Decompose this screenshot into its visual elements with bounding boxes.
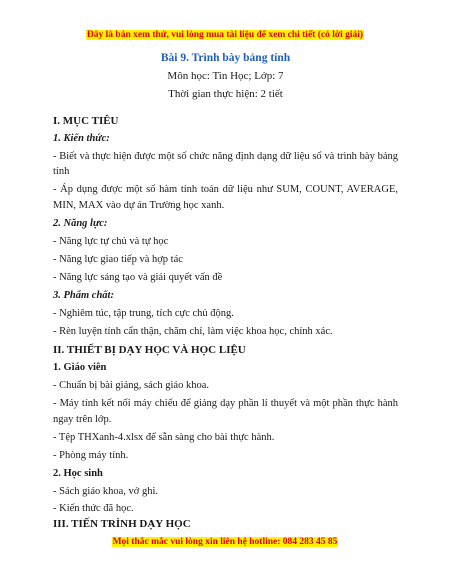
hotline-banner (0, 531, 450, 549)
section-heading-objectives: I. MỤC TIÊU (53, 115, 119, 127)
qualities-item-1: - Nghiêm túc, tập trung, tích cực chủ động. (53, 308, 234, 319)
subheading-knowledge: 1. Kiến thức: (53, 133, 110, 144)
subheading-student: 2. Học sinh (53, 468, 103, 479)
knowledge-item-1: - Biết và thực hiện được một số chức năng định dạng dữ liệu số và trình bày bảng (53, 151, 398, 162)
qualities-item-2: - Rèn luyện tính cẩn thận, chăm chỉ, làm việc khoa học, chính xác. (53, 326, 333, 337)
teacher-item-1: - Chuẩn bị bài giảng, sách giáo khoa. (53, 380, 210, 391)
knowledge-item-1-cont: tính (53, 166, 70, 177)
competence-item-1: - Năng lực tự chủ và tự học (53, 236, 169, 247)
knowledge-item-2: - Áp dụng được một số hàm tính toán dữ liệu như SUM, COUNT, AVERAGE, (53, 184, 398, 195)
subject-line: Môn học: Tin Học; Lớp: 7 (167, 70, 284, 82)
teacher-item-2-cont: ngay trên lớp. (53, 414, 112, 425)
hotline-text: Mọi thắc mắc vui lòng xin liên hệ hotline: 084 283 45 85 (112, 537, 338, 547)
subheading-teacher: 1. Giáo viên (53, 362, 107, 373)
teacher-item-2: - Máy tính kết nối máy chiếu để giảng dạy phần lí thuyết và một phần thực hành (53, 398, 398, 409)
teacher-item-3: - Tệp THXanh-4.xlsx để sẵn sàng cho bài thực hành. (53, 432, 275, 443)
competence-item-3: - Năng lực sáng tạo và giải quyết vấn đề (53, 272, 223, 283)
subheading-competence: 2. Năng lực: (53, 218, 108, 229)
section-heading-process: III. TIẾN TRÌNH DẠY HỌC (53, 518, 191, 530)
lesson-title: Bài 9. Trình bày bảng tính (160, 52, 291, 64)
student-item-2: - Kiến thức đã học. (53, 503, 134, 514)
preview-notice-banner (0, 24, 450, 42)
student-item-1: - Sách giáo khoa, vở ghi. (53, 486, 158, 497)
teacher-item-4: - Phòng máy tính. (53, 450, 129, 461)
competence-item-2: - Năng lực giao tiếp và hợp tác (53, 254, 183, 265)
section-heading-equipment: II. THIẾT BỊ DẠY HỌC VÀ HỌC LIỆU (53, 344, 246, 356)
knowledge-item-2-cont: MIN, MAX vào dự án Trường học xanh. (53, 200, 225, 211)
preview-notice-text: Đây là bản xem thử, vui lòng mua tài liệu để xem chi tiết (có lời giải) (86, 30, 364, 40)
subheading-qualities: 3. Phẩm chất: (53, 290, 114, 301)
duration-line: Thời gian thực hiện: 2 tiết (168, 88, 283, 100)
